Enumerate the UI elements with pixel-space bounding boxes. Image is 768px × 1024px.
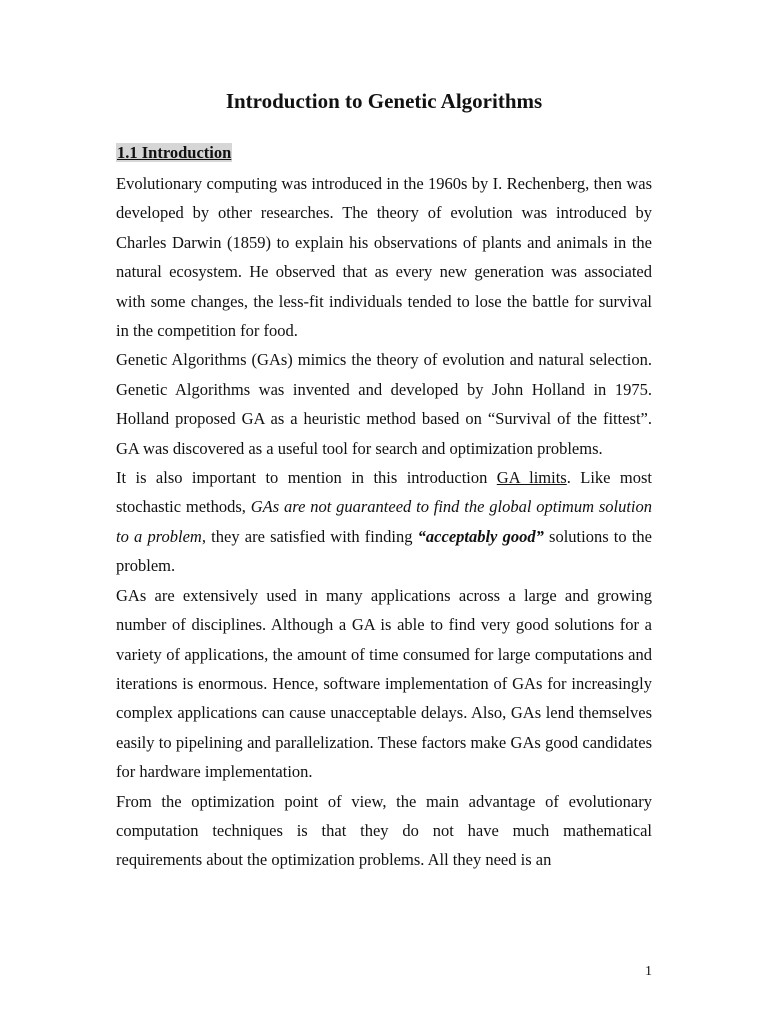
ga-limits-text-1: It is also important to mention in this introduction <box>116 468 497 488</box>
paragraph-ga-limits <box>116 463 652 581</box>
acceptably-good-emphasis: “acceptably good” <box>417 526 544 546</box>
ga-limits-italic: GAs are not guaranteed to find the global optimum solution to a problem <box>116 497 652 546</box>
ga-limits-text-2: . Like most stochastic methods, <box>116 468 653 517</box>
paragraph-evolutionary-computing: Evolutionary computing was introduced in the 1960s by I. Rechenberg, then was developed by other researches. The theory of evolution was introduced by Charles Darwin (1859) to explain his observations of plants and animals in the natural ecosystem. He observed that as every new generation was associated with some changes, the less-fit individuals tended to lose the battle for survival in the competition for food. <box>116 174 652 341</box>
paragraph-applications: GAs are extensively used in many applications across a large and growing number of disciplines. Although a GA is able to find very good solutions for a variety of applications, the amount of time consumed for large computations and iterations is enormous. Hence, software implementation of GAs for increasingly complex applications can cause unacceptable delays. Also, GAs lend themselves easily to pipelining and parallelization. These factors make GAs good candidates for hardware implementation. <box>116 585 652 782</box>
page-number: 1 <box>645 964 652 979</box>
paragraph-optimization-view: From the optimization point of view, the main advantage of evolutionary computation techniques is that they do not have much mathematical requirements about the optimization problems. All they need is an <box>116 791 652 870</box>
ga-limits-text-4: solutions to the problem. <box>116 526 652 576</box>
ga-limits-text-3: , they are satisfied with finding <box>201 526 418 546</box>
ga-limits-underlined: GA limits <box>496 468 567 488</box>
section-heading <box>116 143 232 163</box>
paragraph-genetic-algorithms: Genetic Algorithms (GAs) mimics the theory of evolution and natural selection. Genetic Algorithms was invented and developed by John Holland in 1975. Holland proposed GA as a heuristic method based on “Survival of the fittest”. GA was discovered as a useful tool for search and optimization problems. <box>116 350 652 458</box>
body-text <box>116 169 652 875</box>
section-heading-text: 1.1 Introduction <box>117 143 232 162</box>
document-title: Introduction to Genetic Algorithms <box>225 89 543 113</box>
